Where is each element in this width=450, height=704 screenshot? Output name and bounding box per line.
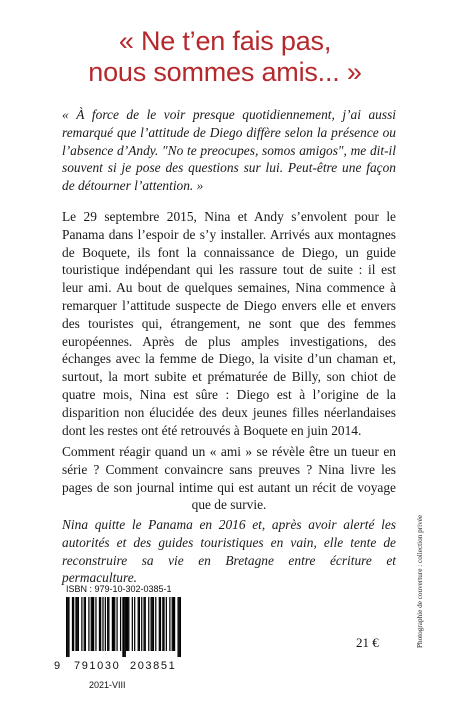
barcode-bar <box>120 597 121 651</box>
barcode-bar <box>108 597 109 651</box>
barcode-bar <box>95 597 96 651</box>
barcode-bar <box>81 597 82 651</box>
barcode-bar <box>116 597 117 651</box>
barcode-bar <box>113 597 114 651</box>
photo-credit: Photographie de couverture : collection privée <box>416 514 424 648</box>
barcode-bar <box>125 597 126 657</box>
barcode-bar <box>66 597 67 657</box>
barcode-bar <box>163 597 164 651</box>
barcode-bar <box>152 597 153 651</box>
author-note-text: Nina quitte le Panama en 2016 et, après avoir alerté les autorités et des guides touristiques en vain, elle tente de reconstruire sa vie en Bretagne entre écriture et permaculture. <box>62 517 396 586</box>
barcode-bar <box>102 597 103 651</box>
barcode-bar <box>143 597 144 651</box>
barcode-bar <box>179 597 180 657</box>
barcode-bar <box>145 597 146 651</box>
barcode-bar <box>84 597 85 651</box>
barcode-bar <box>155 597 156 651</box>
barcode-bar <box>160 597 161 651</box>
excerpt-quote: « À force de le voir presque quotidiennement, j’ai aussi remarqué que l’attitude de Diego diffère selon la présence ou l’absence d’Andy. "No te preocupes, somos amigos", me dit-il souvent si je pose des questions sur lui. Peut-être une façon de détourner l’attention. » <box>62 107 396 194</box>
barcode-digit-group-1: 791030 <box>74 660 121 672</box>
barcode-bar <box>73 597 74 651</box>
barcode-bar <box>150 597 151 651</box>
barcode-bar <box>124 597 125 657</box>
barcode-bar <box>88 597 89 651</box>
title-line-2: nous sommes amis... » <box>88 57 362 87</box>
barcode-bar <box>114 597 115 651</box>
barcode-bar <box>177 597 178 657</box>
barcode-bar <box>127 597 128 651</box>
back-cover-title <box>0 26 450 88</box>
barcode-bar <box>153 597 154 651</box>
hook-text: Comment réagir quand un « ami » se révèle être un tueur en série ? Comment convaincre sans preuves ? Nina livre les pages de son journal intime qui est autant un récit de voyage que de survie. <box>62 444 396 513</box>
title-line-1: « Ne t’en fais pas, <box>118 26 332 56</box>
barcode-bar <box>174 597 175 651</box>
barcode-bar <box>75 597 76 651</box>
barcode-bar <box>78 597 79 651</box>
barcode-bar <box>159 597 160 651</box>
barcode-bar <box>77 597 78 651</box>
barcode-bar <box>92 597 93 651</box>
price: 21 € <box>356 635 379 650</box>
barcode-bar <box>180 597 181 657</box>
barcode-bar <box>112 597 113 651</box>
hook-paragraph <box>62 443 396 514</box>
barcode-bar <box>138 597 139 651</box>
barcode-bar <box>166 597 167 651</box>
barcode-bar <box>85 597 86 651</box>
barcode-bar <box>141 597 142 651</box>
barcode-bar <box>67 597 68 657</box>
barcode-bar <box>107 597 108 651</box>
barcode-digit-group-2: 203851 <box>130 660 177 672</box>
barcode-bar <box>132 597 133 651</box>
synopsis-text: Le 29 septembre 2015, Nina et Andy s’envolent pour le Panama dans l’espoir de s’y installer. Arrivés aux montagnes de Boquete, ils font la connaissance de Diego, un guide touristique indépendant qui les rassure tout de suite : il est leur ami. Au bout de quelques semaines, Nina commence à remarquer l’attitude suspecte de Diego envers elle et envers des touristes qui, étrangement, ne sont que des femmes européennes. Après de plus amples investigations, des échanges avec la femme de Diego, la visite d’un chaman et, surtout, la mort subite et prématurée de Billy, son chiot de quatre mois, Nina est sûre : Diego est à l’origine de la disparition non élucidée des deux jeunes filles néerlandaises dont les restes ont été retrouvés à Boquete en juin 2014. <box>62 209 396 438</box>
barcode-bar <box>172 597 173 651</box>
barcode-bar <box>68 597 69 657</box>
synopsis-paragraph <box>62 208 396 439</box>
barcode-bar <box>122 597 123 657</box>
barcode-bar <box>99 597 100 651</box>
barcode-bar <box>148 597 149 651</box>
barcode-bar <box>105 597 106 651</box>
barcode-bar <box>100 597 101 651</box>
barcode-bar <box>93 597 94 651</box>
barcode-bar <box>128 597 129 651</box>
barcode <box>66 597 181 657</box>
barcode-digit-first: 9 <box>54 660 61 672</box>
barcode-bar <box>91 597 92 651</box>
barcode-bar <box>162 597 163 651</box>
barcode-bar <box>173 597 174 651</box>
isbn-label: ISBN : 979-10-302-0385-1 <box>66 584 172 594</box>
barcode-bar <box>134 597 135 651</box>
barcode-bar <box>139 597 140 651</box>
barcode-bar <box>169 597 170 651</box>
edition-code: 2021-VIII <box>89 680 126 690</box>
barcode-bar <box>72 597 73 651</box>
barcode-bar <box>126 597 127 651</box>
author-note-paragraph <box>62 516 396 587</box>
